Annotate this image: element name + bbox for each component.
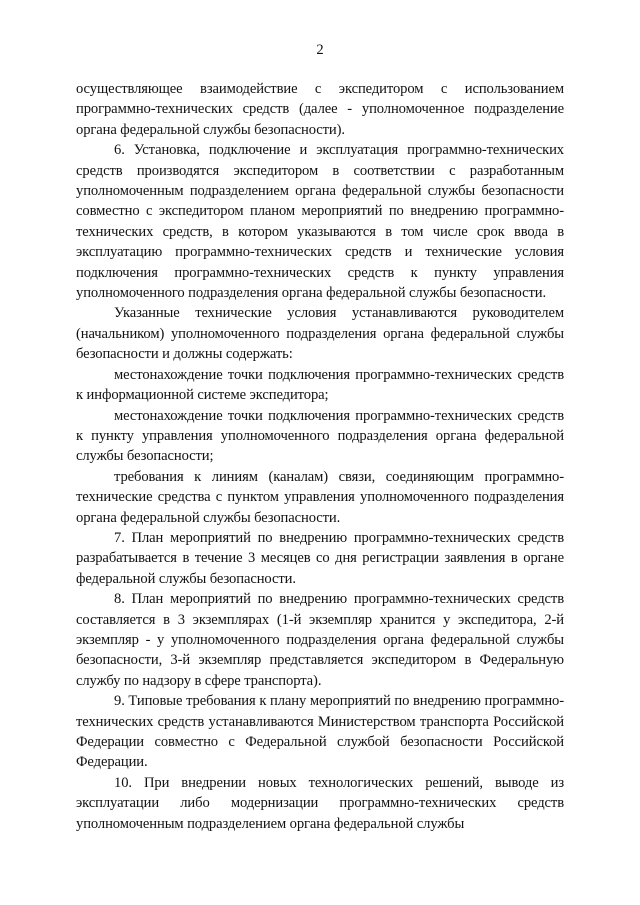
paragraph-7: 7. План мероприятий по внедрению программно-технических средств разрабатывается в течение 3 месяцев со дня регистрации заявления в органе федеральной службы безопасности. [76,529,564,587]
paragraph-connection-point-control: местонахождение точки подключения программно-технических средств к пункту управления уполномоченного подразделения органа федеральной службы безопасности; [76,407,564,465]
paragraph-6: 6. Установка, подключение и эксплуатация программно-технических средств производятся экспедитором в соответствии с разработанным уполномоченным подразделением органа федеральной службы безопасности совместно с экспедитором планом мероприятий по внедрению программно-технических средств, в котором указываются в том числе срок ввода в эксплуатацию программно-технических средств и технические условия подключения программно-технических средств к пункту управления уполномоченного подразделения органа федеральной службы безопасности. [76,142,564,302]
paragraph-9: 9. Типовые требования к плану мероприятий по внедрению программно-технических средств устанавливаются Министерством транспорта Российской Федерации совместно с Федеральной службой безопасности Российской Федерации. [76,693,564,771]
paragraph-technical-conditions: Указанные технические условия устанавливаются руководителем (начальником) уполномоченного подразделения органа федеральной службы безопасности и должны содержать: [76,305,564,363]
paragraph-10: 10. При внедрении новых технологических решений, выводе из эксплуатации либо модернизации программно-технических средств уполномоченным подразделением органа федеральной службы [76,774,564,832]
paragraph-8: 8. План мероприятий по внедрению программно-технических средств составляется в 3 экземплярах (1-й экземпляр хранится у экспедитора, 2-й экземпляр - у уполномоченного подразделения органа федеральной службы безопасности, 3-й экземпляр представляется экспедитором в Федеральную службу по надзору в сфере транспорта). [76,591,564,689]
page-number: 2 [316,42,324,58]
document-body [76,79,564,834]
paragraph-connection-point-info-system: местонахождение точки подключения программно-технических средств к информационной системе экспедитора; [76,366,564,404]
paragraph-continuation: осуществляющее взаимодействие с экспедитором с использованием программно-технических средств (далее - уполномоченное подразделение органа федеральной службы безопасности). [76,81,564,138]
paragraph-line-requirements: требования к линиям (каналам) связи, соединяющим программно-технические средства с пунктом управления уполномоченного подразделения органа федеральной службы безопасности. [76,468,564,526]
